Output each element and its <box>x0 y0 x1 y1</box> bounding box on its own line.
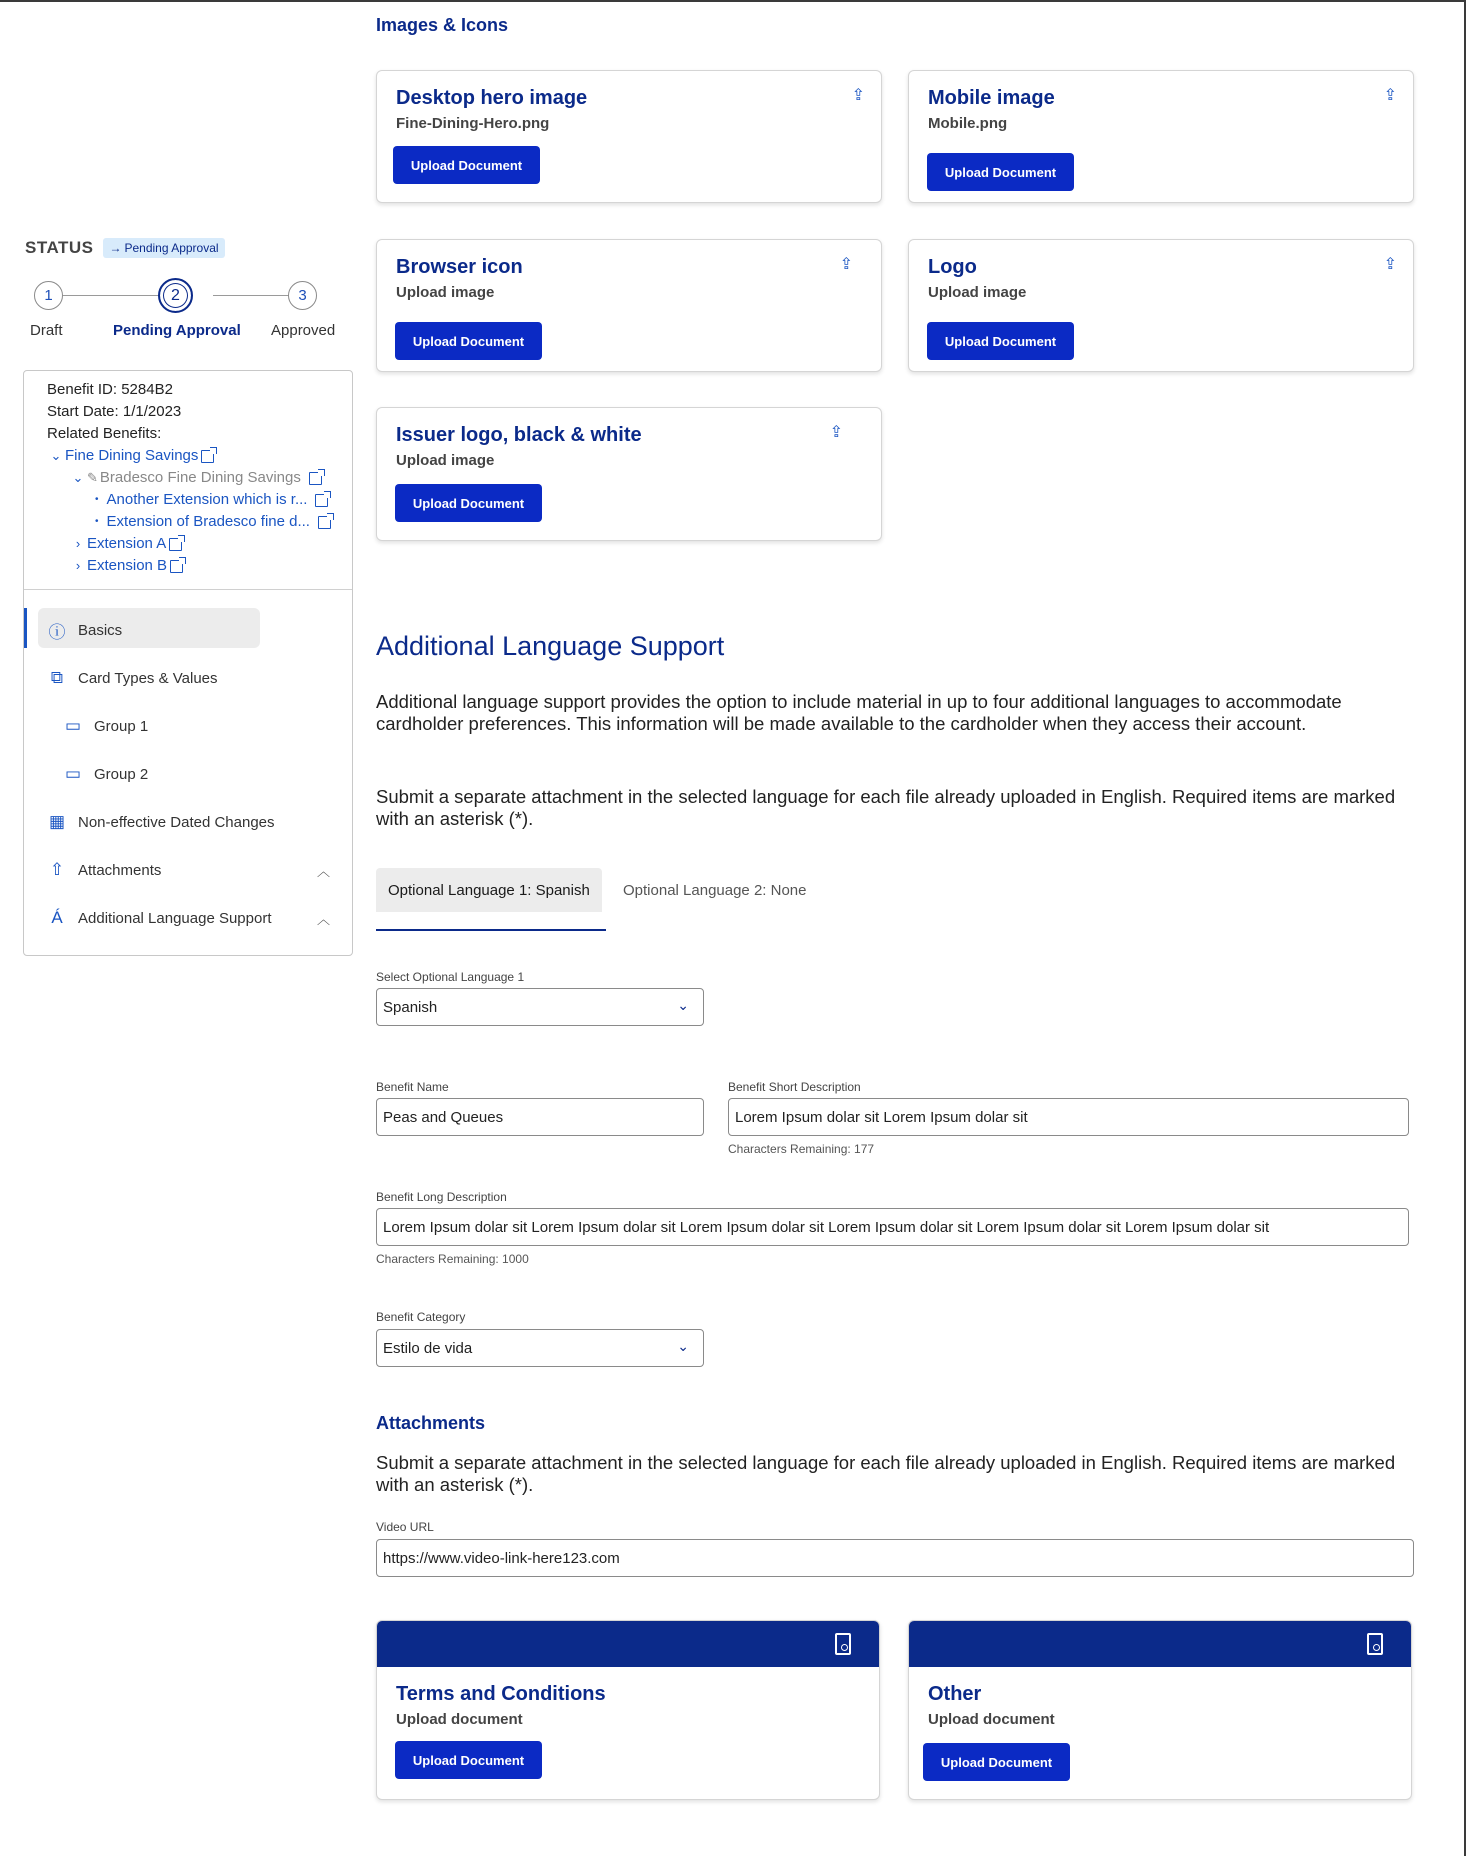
card-subtitle: Upload document <box>396 1711 523 1728</box>
bullet-icon: • <box>95 494 99 505</box>
external-link-icon[interactable] <box>170 560 183 573</box>
related-link-text[interactable]: Extension B <box>87 557 168 574</box>
long-description-remaining: Characters Remaining: 1000 <box>376 1252 529 1266</box>
start-date: Start Date: 1/1/2023 <box>47 403 182 420</box>
divider <box>24 589 352 590</box>
benefit-id: Benefit ID: 5284B2 <box>47 381 173 398</box>
status-stepper <box>20 278 350 348</box>
select-language-label: Select Optional Language 1 <box>376 970 525 984</box>
calendar-icon: ▦ <box>48 812 66 831</box>
external-link-icon[interactable] <box>309 472 322 485</box>
desktop-hero-card <box>376 70 882 203</box>
nav-label: Attachments <box>78 861 162 879</box>
card-title: Desktop hero image <box>396 87 588 109</box>
nav-item-language-support[interactable] <box>24 894 352 942</box>
upload-document-button[interactable]: Upload Document <box>395 322 542 360</box>
share-upload-icon[interactable]: ⇪ <box>829 424 843 441</box>
share-upload-icon[interactable]: ⇪ <box>1383 256 1397 273</box>
select-language-value: Spanish <box>383 998 438 1016</box>
card-title: Mobile image <box>928 87 1055 109</box>
images-icons-title: Images & Icons <box>376 15 509 35</box>
card-title: Terms and Conditions <box>396 1683 606 1705</box>
video-url-label: Video URL <box>376 1520 434 1534</box>
chevron-down-icon[interactable]: ⌄ <box>677 1338 689 1354</box>
nav-label: Group 1 <box>94 717 149 735</box>
nav-item-group-2[interactable] <box>24 750 352 798</box>
nav-active-bg <box>38 608 260 648</box>
window-top-border <box>0 0 1466 2</box>
card-title: Browser icon <box>396 256 523 278</box>
short-description-input[interactable]: Lorem Ipsum dolar sit Lorem Ipsum dolar sit <box>728 1098 1409 1136</box>
external-link-icon[interactable] <box>201 450 214 463</box>
nav-item-non-effective[interactable] <box>24 798 352 846</box>
long-description-input[interactable]: Lorem Ipsum dolar sit Lorem Ipsum dolar sit Lorem Ipsum dolar sit Lorem Ipsum dolar sit Lorem Ipsum dolar sit Lorem Ipsum dolar sit <box>376 1208 1409 1246</box>
status-row <box>25 238 225 258</box>
related-bradesco[interactable] <box>47 467 352 489</box>
benefit-category-dropdown[interactable] <box>376 1329 704 1367</box>
browser-icon-card <box>376 239 882 372</box>
nav-label: Non-effective Dated Changes <box>78 813 275 831</box>
language-support-title: Additional Language Support <box>376 631 725 661</box>
logo-card <box>908 239 1414 372</box>
nav-label: Additional Language Support <box>78 909 272 927</box>
mobile-image-card <box>908 70 1414 203</box>
upload-document-button[interactable]: Upload Document <box>395 1741 542 1779</box>
card-subtitle: Upload document <box>928 1711 1055 1728</box>
upload-document-button[interactable]: Upload Document <box>927 153 1074 191</box>
external-link-icon[interactable] <box>169 538 182 551</box>
card-filename: Fine-Dining-Hero.png <box>396 115 550 132</box>
upload-document-button[interactable]: Upload Document <box>923 1743 1070 1781</box>
tab-optional-language-2[interactable]: Optional Language 2: None <box>623 881 807 899</box>
external-link-icon[interactable] <box>315 494 328 507</box>
section-nav <box>24 606 352 942</box>
related-link-text[interactable]: Another Extension which is r... <box>106 491 308 508</box>
nav-item-card-types[interactable] <box>24 654 352 702</box>
related-extension-a[interactable] <box>47 533 352 555</box>
benefit-name-input[interactable]: Peas and Queues <box>376 1098 704 1136</box>
step-2-circle: 2 <box>158 278 193 313</box>
arrow-right-icon: → <box>109 241 122 255</box>
related-extension-bradesco[interactable] <box>47 511 352 533</box>
share-upload-icon[interactable]: ⇪ <box>1383 87 1397 104</box>
nav-item-group-1[interactable] <box>24 702 352 750</box>
upload-document-button[interactable]: Upload Document <box>395 484 542 522</box>
language-intro-text: Additional language support provides the option to include material in up to four additional languages to accommodate cardholder preferences. This information will be made available to the cardholder when they access their account. <box>376 691 1342 734</box>
nav-label: Group 2 <box>94 765 149 783</box>
benefit-info-panel <box>23 370 353 956</box>
pencil-icon: ✎ <box>87 470 98 485</box>
related-benefits-label: Related Benefits: <box>47 425 162 442</box>
card-header-band <box>909 1621 1411 1667</box>
nav-label: Basics <box>78 621 123 639</box>
long-description-label: Benefit Long Description <box>376 1190 507 1204</box>
cards-icon: ⧉ <box>50 668 64 687</box>
status-badge-text: Pending Approval <box>124 241 219 255</box>
issuer-logo-card <box>376 407 882 541</box>
nav-label: Card Types & Values <box>78 669 218 687</box>
chevron-up-icon[interactable]: ︿ <box>316 911 330 927</box>
share-upload-icon[interactable]: ⇪ <box>851 87 865 104</box>
attachments-instructions-text: Submit a separate attachment in the selected language for each file already uploaded in English. Required items are marked with an asterisk (*). <box>376 1452 1396 1495</box>
related-extension-b[interactable] <box>47 555 352 577</box>
upload-document-button[interactable]: Upload Document <box>927 322 1074 360</box>
status-badge <box>103 238 224 258</box>
card-icon: ▭ <box>64 764 82 783</box>
chevron-right-icon[interactable]: › <box>75 536 81 551</box>
step-1-circle: 1 <box>34 281 63 310</box>
terms-conditions-card <box>376 1620 880 1800</box>
document-icon <box>835 1633 851 1655</box>
related-link-text[interactable]: Bradesco Fine Dining Savings <box>99 469 301 486</box>
step-3-circle: 3 <box>288 281 317 310</box>
status-label: STATUS <box>25 238 94 257</box>
related-another-extension[interactable] <box>47 489 352 511</box>
card-subtitle: Upload image <box>928 284 1027 301</box>
card-header-band <box>377 1621 879 1667</box>
attachments-title: Attachments <box>376 1413 486 1433</box>
chevron-down-icon[interactable]: ⌄ <box>72 470 84 485</box>
short-description-label: Benefit Short Description <box>728 1080 861 1094</box>
related-link-text[interactable]: Extension of Bradesco fine d... <box>106 513 310 530</box>
select-language-dropdown[interactable] <box>376 988 704 1026</box>
nav-item-basics[interactable] <box>24 606 352 654</box>
chevron-down-icon[interactable]: ⌄ <box>677 997 689 1013</box>
short-description-remaining: Characters Remaining: 177 <box>728 1142 875 1156</box>
share-upload-icon[interactable]: ⇪ <box>839 256 853 273</box>
card-subtitle: Upload image <box>396 452 495 469</box>
video-url-input[interactable]: https://www.video-link-here123.com <box>376 1539 1414 1577</box>
document-icon <box>1367 1633 1383 1655</box>
related-link-text[interactable]: Fine Dining Savings <box>65 447 199 464</box>
bullet-icon: • <box>95 516 99 527</box>
step-3-label: Approved <box>271 322 336 339</box>
language-instructions-text: Submit a separate attachment in the selected language for each file already uploaded in English. Required items are marked with an asterisk (*). <box>376 786 1396 829</box>
upload-icon: ⇧ <box>49 860 65 879</box>
step-2-label: Pending Approval <box>113 322 241 339</box>
language-icon: Á <box>51 908 63 927</box>
related-link-text[interactable]: Extension A <box>87 535 167 552</box>
card-icon: ▭ <box>64 716 82 735</box>
chevron-up-icon[interactable]: ︿ <box>316 863 330 879</box>
benefit-name-label: Benefit Name <box>376 1080 449 1094</box>
related-fine-dining[interactable] <box>47 445 352 467</box>
nav-item-attachments[interactable] <box>24 846 352 894</box>
external-link-icon[interactable] <box>318 516 331 529</box>
card-filename: Mobile.png <box>928 115 1008 132</box>
benefit-category-label: Benefit Category <box>376 1310 466 1324</box>
other-attachment-card <box>908 1620 1412 1800</box>
card-title: Other <box>928 1683 982 1705</box>
card-subtitle: Upload image <box>396 284 495 301</box>
info-icon: ⓘ <box>48 622 66 642</box>
step-1-label: Draft <box>30 322 63 339</box>
chevron-right-icon[interactable]: › <box>75 558 81 573</box>
card-title: Issuer logo, black & white <box>396 424 642 446</box>
chevron-down-icon[interactable]: ⌄ <box>50 448 62 463</box>
benefit-category-value: Estilo de vida <box>383 1339 473 1357</box>
active-tab-indicator <box>376 929 606 931</box>
upload-document-button[interactable]: Upload Document <box>393 146 540 184</box>
card-title: Logo <box>928 256 977 278</box>
tab-optional-language-1[interactable]: Optional Language 1: Spanish <box>376 868 602 912</box>
